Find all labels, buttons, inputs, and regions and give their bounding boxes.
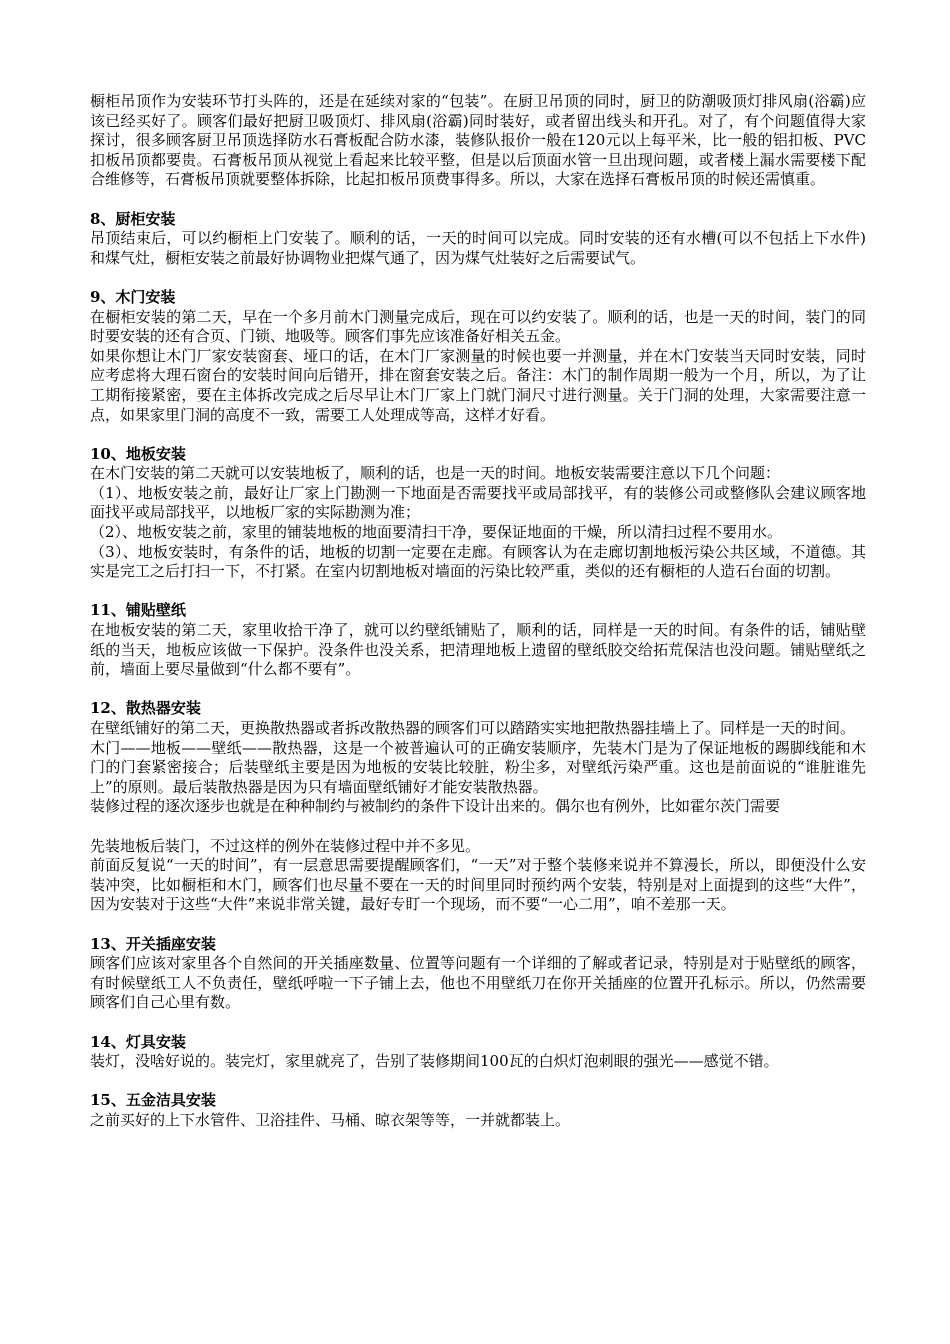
- section-paragraph: 在壁纸铺好的第二天，更换散热器或者拆改散热器的顾客们可以踏踏实实地把散热器挂墙上了。同样是一天的时间。: [90, 719, 856, 737]
- section-paragraph: 在橱柜安装的第二天，早在一个多月前木门测量完成后，现在可以约安装了。顺利的话，也是一天的时间，装门的同时要安装的还有合页、门锁、地吸等。顾客们事先应该准备好相关五金。: [90, 307, 866, 346]
- section-wallpaper: [90, 601, 866, 679]
- section-wood-door: [90, 288, 866, 425]
- section-heading: 13、开关插座安装: [90, 934, 216, 953]
- intro-paragraph: 橱柜吊顶作为安装环节打头阵的，还是在延续对家的“包装”。在厨卫吊顶的同时，厨卫的防潮吸顶灯排风扇(浴霸)应该已经买好了。顾客们最好把厨卫吸顶灯、排风扇(浴霸)同时装好，或者留出线头和开孔。对了，有个问题值得大家探讨，很多顾客厨卫吊顶选择防水石膏板配合防水漆，装修队报价一般在120元以上每平米，比一般的铝扣板、PVC扣板吊顶都要贵。石膏板吊顶从视觉上看起来比较平整，但是以后顶面水管一旦出现问题，或者楼上漏水需要楼下配合维修等，石膏板吊顶就要整体拆除，比起扣板吊顶费事得多。所以，大家在选择石膏板吊顶的时候还需慎重。: [90, 92, 866, 189]
- section-floor: [90, 445, 866, 582]
- section-paragraph: 如果你想让木门厂家安装窗套、垭口的话，在木门厂家测量的时候也要一并测量，并在木门安装当天同时安装，同时应考虑将大理石窗台的安装时间向后错开，排在窗套安装之后。备注：木门的制作周期一般为一个月，所以，为了让工期衔接紧密，要在主体拆改完成之后尽早让木门厂家上门就门洞尺寸进行测量。关于门洞的处理，大家需要注意一点，如果家里门洞的高度不一致，需要工人处理成等高，这样才好看。: [90, 346, 866, 424]
- section-heading: 12、散热器安装: [90, 699, 201, 718]
- section-heading: 8、厨柜安装: [90, 209, 176, 228]
- section-paragraph: 吊顶结束后，可以约橱柜上门安装了。顺利的话，一天的时间可以完成。同时安装的还有水槽(可以不包括上下水件)和煤气灶，橱柜安装之前最好协调物业把煤气通了，因为煤气灶装好之后需要试气。: [90, 229, 866, 267]
- spacer: [90, 817, 866, 837]
- spacer: [90, 1072, 866, 1092]
- section-paragraph: （2）、地板安装之前，家里的铺装地板的地面要清扫干净，要保证地面的干燥，所以清扫过程不要用水。: [90, 523, 783, 542]
- spacer: [90, 915, 866, 935]
- spacer: [90, 190, 866, 210]
- section-paragraph: （1）、地板安装之前，最好让厂家上门勘测一下地面是否需要找平或局部找平，有的装修公司或整修队会建议顾客地面找平或局部找平，以地板厂家的实际勘测为准；: [90, 483, 866, 522]
- section-paragraph: 前面反复说“一天的时间”，有一层意思需要提醒顾客们，“一天”对于整个装修来说并不算漫长，所以，即便没什么安装冲突，比如橱柜和木门，顾客们也尽量不要在一天的时间里同时预约两个安装，特别是对上面提到的这些“大件”，因为安装对于这些“大件”来说非常关键，最好专盯一个现场，而不要“一心二用”，咱不差那一天。: [90, 856, 866, 914]
- section-lighting: [90, 1033, 866, 1072]
- spacer: [90, 1013, 866, 1033]
- section-switch-socket: [90, 935, 866, 1013]
- spacer: [90, 268, 866, 288]
- section-heading: 11、铺贴壁纸: [90, 601, 186, 620]
- section-paragraph: 顾客们应该对家里各个自然间的开关插座数量、位置等问题有一个详细的了解或者记录，特别是对于贴壁纸的顾客，有时候壁纸工人不负责任，壁纸呼啦一下子铺上去，他也不用壁纸刀在你开关插座的位置开孔标示。所以，仍然需要顾客们自己心里有数。: [90, 954, 866, 1012]
- section-heading: 9、木门安装: [90, 287, 176, 306]
- spacer: [90, 582, 866, 602]
- section-heading: 10、地板安装: [90, 444, 186, 463]
- spacer: [90, 425, 866, 445]
- section-paragraph: 在木门安装的第二天就可以安装地板了，顺利的话，也是一天的时间。地板安装需要注意以下几个问题：: [90, 464, 781, 483]
- section-radiator: [90, 699, 866, 915]
- section-paragraph: 之前买好的上下水管件、卫浴挂件、马桶、晾衣架等等，一并就都装上。: [90, 1110, 571, 1129]
- section-heading: 14、灯具安装: [90, 1032, 186, 1051]
- section-hardware-sanitary: [90, 1091, 866, 1130]
- section-paragraph: 装修过程的逐次逐步也就是在种种制约与被制约的条件下设计出来的。偶尔也有例外，比如霍尔茨门需要: [90, 797, 781, 816]
- document-page: [90, 92, 866, 1130]
- section-paragraph: 装灯，没啥好说的。装完灯，家里就亮了，告别了装修期间100瓦的白炽灯泡刺眼的强光——感觉不错。: [90, 1052, 779, 1071]
- section-paragraph: 在地板安装的第二天，家里收拾干净了，就可以约壁纸铺贴了，顺利的话，同样是一天的时间。有条件的话，铺贴壁纸的当天，地板应该做一下保护。没条件也没关系，把清理地板上遗留的壁纸胶交给拓荒保洁也没问题。铺贴壁纸之前，墙面上要尽量做到“什么都不要有”。: [90, 621, 866, 679]
- section-heading: 15、五金洁具安装: [90, 1091, 216, 1110]
- spacer: [90, 680, 866, 700]
- section-paragraph: 先装地板后装门，不过这样的例外在装修过程中并不多见。: [90, 836, 481, 855]
- section-paragraph: （3）、地板安装时，有条件的话，地板的切割一定要在走廊。有顾客认为在走廊切割地板污染公共区域，不道德。其实是完工之后打扫一下，不打紧。在室内切割地板对墙面的污染比较严重，类似的还有橱柜的人造石台面的切割。: [90, 542, 866, 581]
- section-paragraph: 木门——地板——壁纸——散热器，这是一个被普遍认可的正确安装顺序，先装木门是为了保证地板的踢脚线能和木门的门套紧密接合；后装壁纸主要是因为地板的安装比较脏，粉尘多，对壁纸污染严重。这也是前面说的“谁脏谁先上”的原则。最后装散热器是因为只有墙面壁纸铺好才能安装散热器。: [90, 738, 866, 796]
- section-cabinet: [90, 210, 866, 269]
